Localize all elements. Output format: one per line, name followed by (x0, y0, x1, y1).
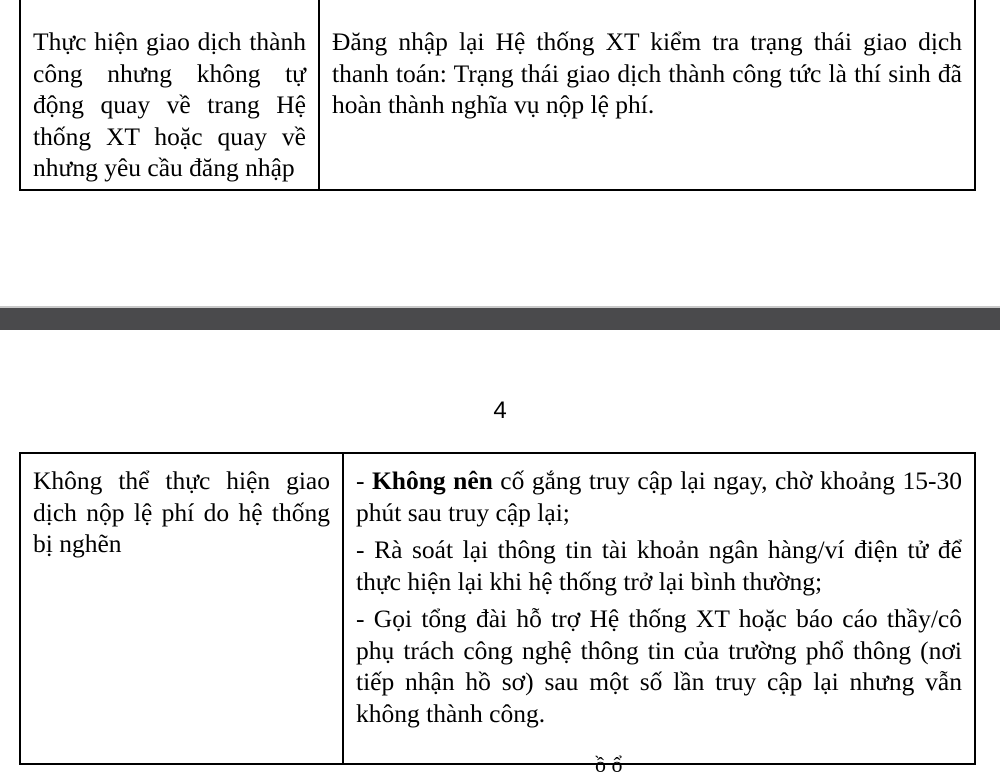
cut-off-text-content: ồ ổ (595, 752, 623, 777)
solution-cell (343, 453, 975, 764)
solution-text: - Rà soát lại thông tin tài khoản ngân hàng/ví điện tử để thực hiện lại khi hệ thống trở lại bình thường; (356, 535, 962, 596)
troubleshooting-table-top (19, 0, 976, 191)
solution-text: - Gọi tổng đài hỗ trợ Hệ thống XT hoặc báo cáo thầy/cô phụ trách công nghệ thông tin của trường phổ thông (nơi tiếp nhận hồ sơ) sau một số lần truy cập lại nhưng vẫn không thành công. (356, 604, 962, 728)
solution-paragraph (356, 534, 962, 597)
table-row-cut (20, 0, 975, 9)
bullet-prefix: - (356, 466, 372, 495)
solution-paragraph (356, 603, 962, 729)
solution-paragraph (356, 465, 962, 528)
solution-text: cố gắng truy cập lại ngay, chờ khoảng 15-30 phút sau truy cập lại; (356, 466, 962, 527)
solution-cell: Đăng nhập lại Hệ thống XT kiểm tra trạng thái giao dịch thanh toán: Trạng thái giao dịch thành công tức là thí sinh đã hoàn thành nghĩa vụ nộp lệ phí. (319, 9, 975, 190)
table-cell (319, 0, 975, 9)
issue-cell: Thực hiện giao dịch thành công nhưng không tự động quay về trang Hệ thống XT hoặc quay về nhưng yêu cầu đăng nhập (20, 9, 319, 190)
cut-off-text (595, 752, 715, 777)
page-break-divider (0, 306, 1000, 330)
table-cell (20, 0, 319, 9)
issue-cell: Không thể thực hiện giao dịch nộp lệ phí do hệ thống bị nghẽn (20, 453, 343, 764)
page-number: 4 (493, 397, 507, 424)
troubleshooting-table-bottom (19, 452, 976, 765)
table-row (20, 9, 975, 190)
table-row (20, 453, 975, 764)
emphasis-text: Không nên (371, 466, 493, 495)
